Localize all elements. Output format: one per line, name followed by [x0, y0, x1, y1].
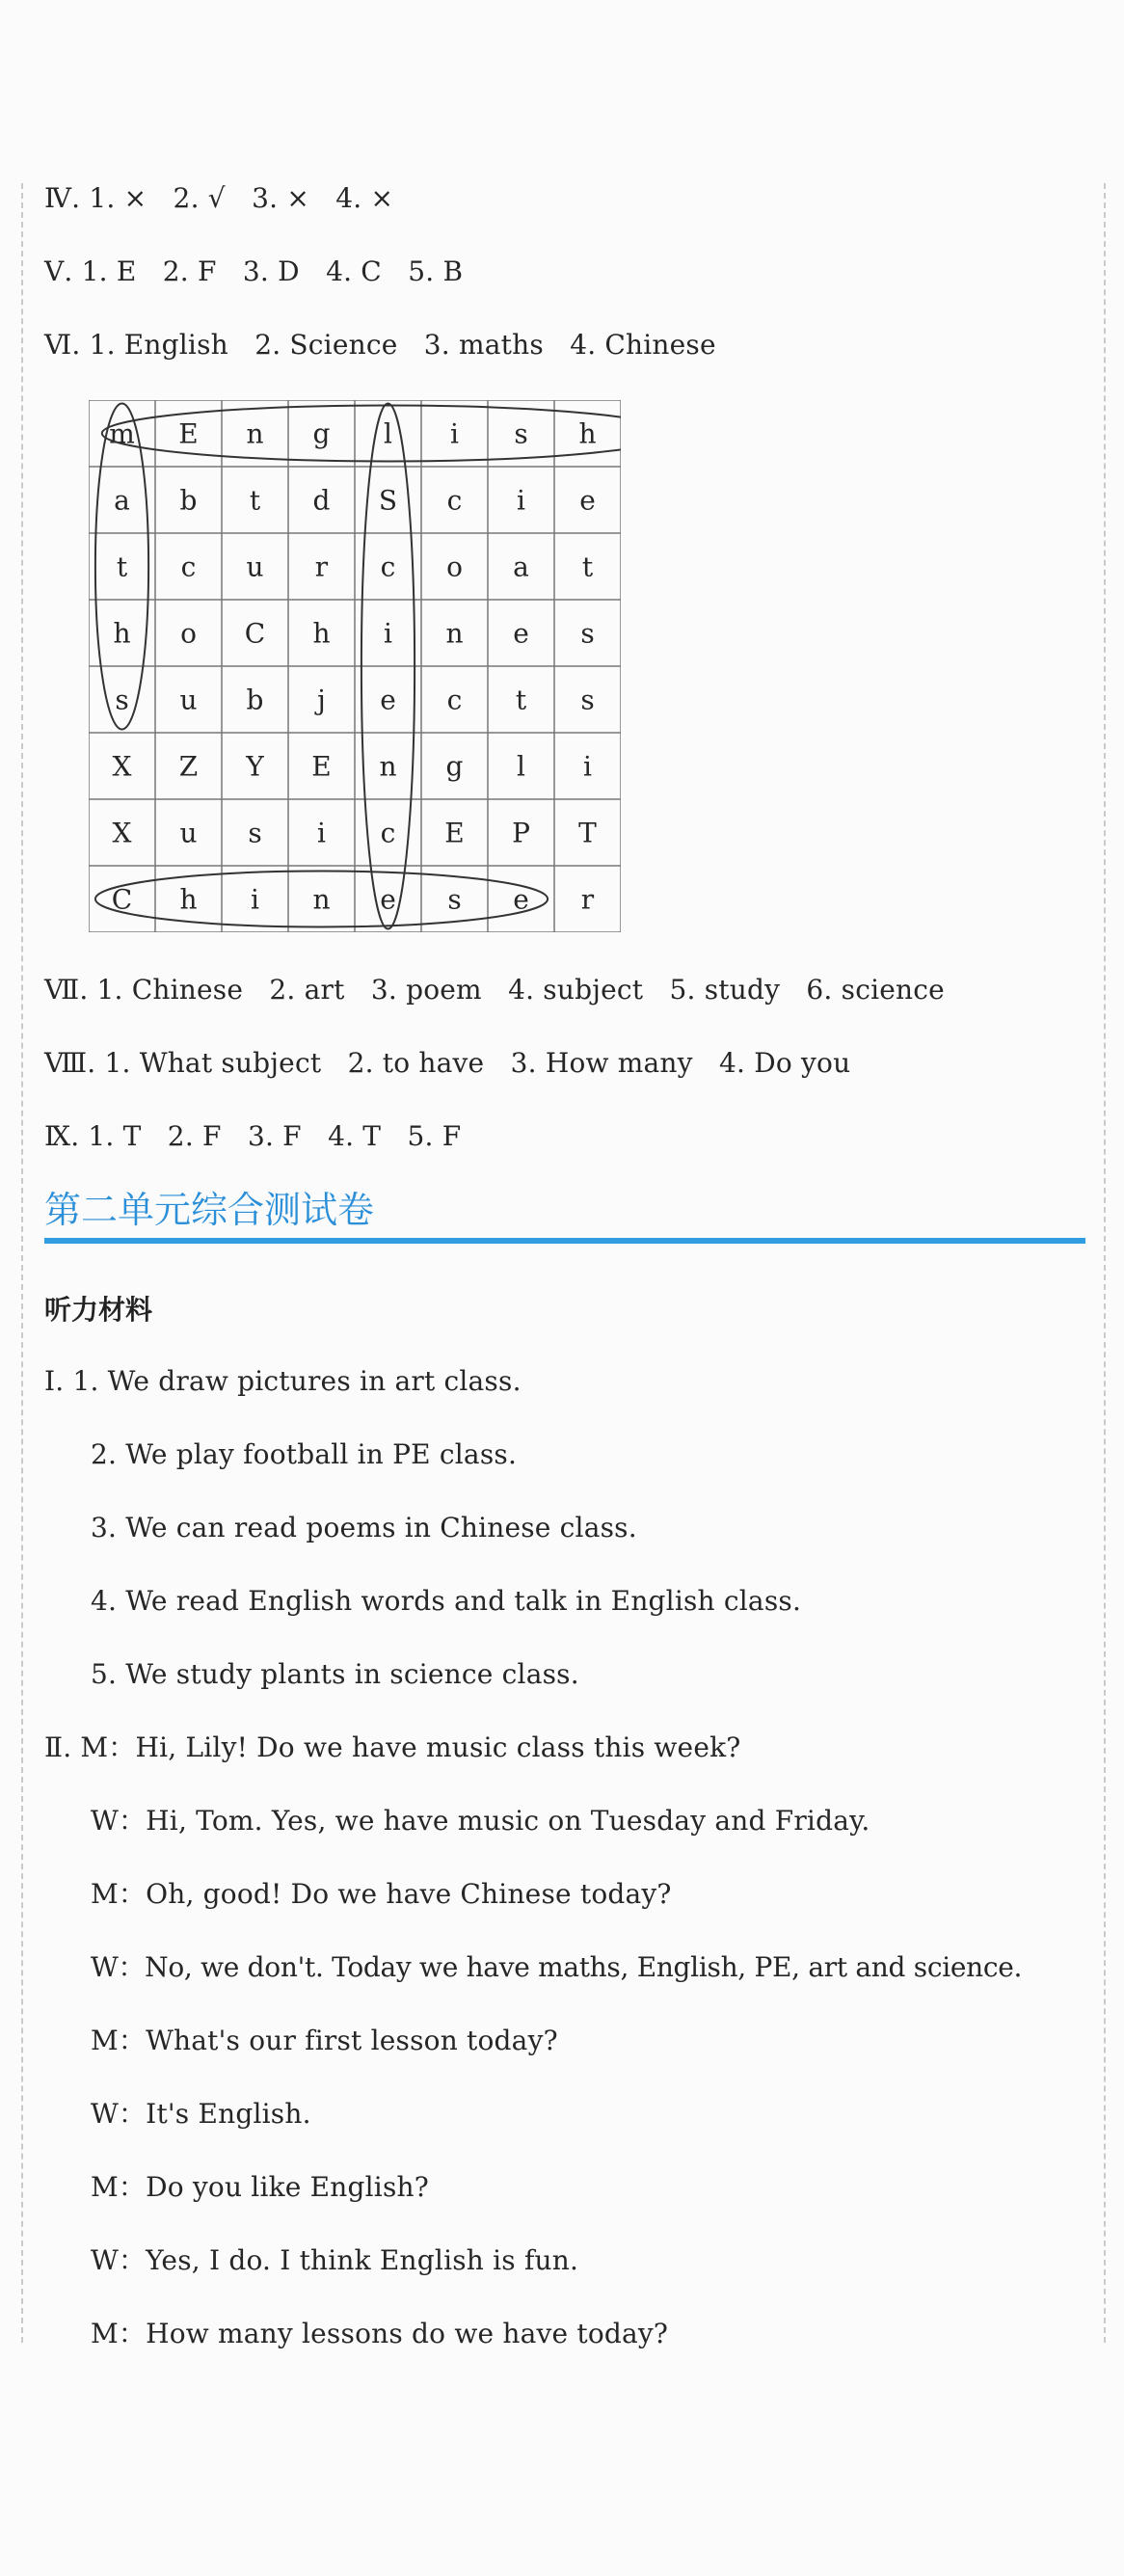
dialogue-line-3: M：Oh, good! Do we have Chinese today? — [91, 1878, 672, 1910]
listening-material-title: 听力材料 — [44, 1294, 153, 1326]
page-margin-left-border — [21, 183, 23, 2343]
answer-line-5: Ⅴ. 1. E 2. F 3. D 4. C 5. B — [44, 255, 464, 287]
grid-letter: n — [445, 617, 464, 650]
answer-line-4: Ⅳ. 1. × 2. √ 3. × 4. × — [44, 182, 394, 214]
grid-letter: s — [580, 684, 595, 716]
grid-letter: e — [380, 684, 396, 716]
answer-line-6: Ⅵ. 1. English 2. Science 3. maths 4. Chinese — [44, 329, 716, 361]
dialogue-line-1: Ⅱ. M：Hi, Lily! Do we have music class this week? — [44, 1731, 741, 1763]
dialogue-line-4: W：No, we don't. Today we have maths, English, PE, art and science. — [91, 1951, 1023, 1983]
grid-letter: s — [115, 684, 129, 716]
answer-line-9: Ⅸ. 1. T 2. F 3. F 4. T 5. F — [44, 1120, 462, 1152]
grid-letter: o — [446, 550, 463, 583]
grid-letter: S — [378, 484, 398, 517]
grid-letter: E — [178, 417, 199, 450]
grid-letter: P — [512, 817, 530, 849]
grid-letter: u — [179, 817, 198, 849]
grid-letter: c — [380, 550, 396, 583]
grid-letter: l — [517, 750, 525, 783]
grid-letter: i — [384, 617, 392, 650]
dialogue-line-9: M：How many lessons do we have today? — [91, 2318, 669, 2349]
dialogue-line-7: M：Do you like English? — [91, 2171, 429, 2203]
grid-letter: t — [581, 550, 594, 583]
grid-letter: i — [317, 817, 326, 849]
grid-letter: c — [380, 817, 396, 849]
grid-letter: c — [180, 550, 197, 583]
grid-letter: E — [311, 750, 332, 783]
section-title-rule — [44, 1238, 1085, 1244]
grid-letter: s — [580, 617, 595, 650]
grid-letter: j — [317, 684, 326, 716]
listening-part1-line-3: 3. We can read poems in Chinese class. — [91, 1512, 637, 1543]
page-margin-right-border — [1104, 183, 1106, 2343]
grid-letter: a — [114, 484, 130, 517]
grid-letter: i — [251, 883, 259, 916]
grid-letter: l — [384, 417, 392, 450]
dialogue-line-2: W：Hi, Tom. Yes, we have music on Tuesday and Friday. — [91, 1805, 870, 1837]
grid-letter: n — [379, 750, 397, 783]
grid-letter: s — [514, 417, 528, 450]
grid-letter: T — [578, 817, 597, 849]
grid-letter: b — [246, 684, 264, 716]
grid-letter: d — [312, 484, 331, 517]
word-search-grid — [89, 400, 621, 932]
section-title: 第二单元综合测试卷 — [44, 1189, 375, 1231]
grid-letter: X — [112, 817, 132, 849]
answer-line-8: Ⅷ. 1. What subject 2. to have 3. How many 4. Do you — [44, 1047, 851, 1079]
grid-letter: u — [179, 684, 198, 716]
grid-letter: X — [112, 750, 132, 783]
grid-letter: t — [249, 484, 261, 517]
dialogue-line-6: W：It's English. — [91, 2098, 311, 2130]
grid-letter: h — [312, 617, 331, 650]
grid-letter: t — [515, 684, 527, 716]
grid-letter: g — [445, 750, 464, 783]
grid-letter: e — [513, 617, 529, 650]
grid-letter: h — [179, 883, 198, 916]
grid-letter: e — [380, 883, 396, 916]
grid-letter: C — [244, 617, 266, 650]
dialogue-line-5: M：What's our first lesson today? — [91, 2025, 558, 2056]
grid-letter: s — [248, 817, 262, 849]
grid-letter: o — [180, 617, 197, 650]
listening-part1-line-4: 4. We read English words and talk in English class. — [91, 1585, 802, 1617]
grid-letter: a — [513, 550, 529, 583]
grid-letter: c — [446, 684, 463, 716]
grid-letter: e — [513, 883, 529, 916]
answer-line-7: Ⅶ. 1. Chinese 2. art 3. poem 4. subject 5. study 6. science — [44, 974, 945, 1006]
dialogue-line-8: W：Yes, I do. I think English is fun. — [91, 2244, 579, 2276]
grid-letter: i — [583, 750, 592, 783]
grid-letter: h — [578, 417, 597, 450]
grid-letter: h — [113, 617, 131, 650]
listening-part1-line-2: 2. We play football in PE class. — [91, 1438, 518, 1470]
grid-letter: E — [444, 817, 465, 849]
grid-letter: i — [517, 484, 525, 517]
grid-letter: t — [116, 550, 128, 583]
grid-letter: e — [579, 484, 596, 517]
listening-part1-line-5: 5. We study plants in science class. — [91, 1658, 579, 1690]
grid-letter: i — [450, 417, 459, 450]
grid-letter: g — [312, 417, 331, 450]
grid-letter: c — [446, 484, 463, 517]
grid-letter: Y — [246, 750, 264, 783]
grid-letter: C — [111, 883, 133, 916]
grid-letter: b — [179, 484, 198, 517]
grid-letter: Z — [178, 750, 199, 783]
grid-letter: u — [246, 550, 264, 583]
grid-letter: r — [314, 550, 329, 583]
grid-letter: n — [312, 883, 331, 916]
grid-letter: m — [109, 417, 135, 450]
grid-letter: s — [447, 883, 462, 916]
grid-letter: r — [580, 883, 595, 916]
grid-letter: n — [246, 417, 264, 450]
listening-part1-line-1: Ⅰ. 1. We draw pictures in art class. — [44, 1365, 522, 1397]
word-search-svg — [89, 400, 621, 932]
